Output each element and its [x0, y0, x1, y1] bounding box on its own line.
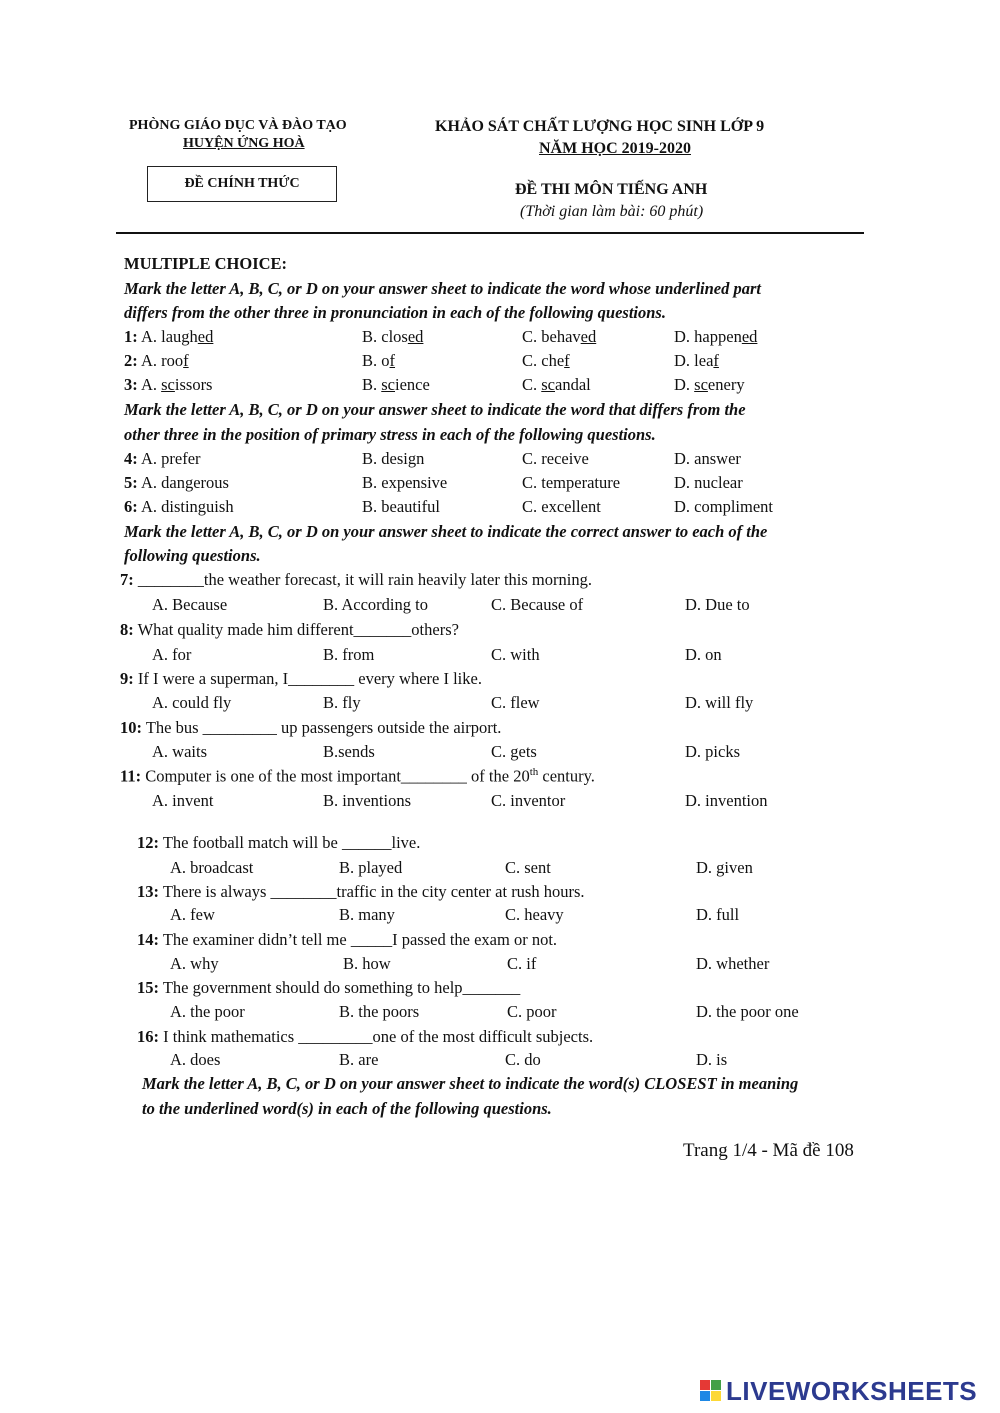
option-d[interactable]: D. full — [696, 905, 740, 924]
instruction-pronunciation: Mark the letter A, B, C, or D on your answer sheet to indicate the word whose underlined part — [124, 279, 762, 298]
district-name: HUYỆN ỨNG HOÀ — [183, 136, 305, 151]
option-b[interactable]: B. design — [362, 449, 425, 468]
option-d[interactable]: D. invention — [685, 791, 768, 810]
option-c[interactable]: C. heavy — [505, 905, 564, 924]
option-c[interactable]: C. scandal — [522, 375, 591, 394]
option-d[interactable]: D. happened — [674, 327, 758, 346]
instruction-correct-answer: Mark the letter A, B, C, or D on your answer sheet to indicate the correct answer to each of the — [124, 522, 768, 541]
option-a[interactable]: A. could fly — [152, 693, 232, 712]
option-c[interactable]: C. chef — [522, 351, 570, 370]
option-d[interactable]: D. is — [696, 1050, 728, 1069]
header-divider — [116, 232, 864, 234]
liveworksheets-brand[interactable]: LIVEWORKSHEETS — [726, 1376, 978, 1406]
option-a[interactable]: A. waits — [152, 742, 207, 761]
department-name: PHÒNG GIÁO DỤC VÀ ĐÀO TẠO — [129, 118, 347, 133]
survey-title: KHẢO SÁT CHẤT LƯỢNG HỌC SINH LỚP 9 — [435, 118, 765, 135]
option-c[interactable]: C. excellent — [522, 497, 601, 516]
exam-duration: (Thời gian làm bài: 60 phút) — [520, 203, 704, 220]
option-c[interactable]: C. inventor — [491, 791, 566, 810]
option-c[interactable]: C. behaved — [522, 327, 597, 346]
option-d[interactable]: D. answer — [674, 449, 741, 468]
option-c[interactable]: C. receive — [522, 449, 589, 468]
option-b[interactable]: B. beautiful — [362, 497, 440, 516]
option-a[interactable]: A. why — [170, 954, 219, 973]
instruction-closest-meaning: Mark the letter A, B, C, or D on your answer sheet to indicate the word(s) CLOSEST in meaning — [142, 1074, 799, 1093]
option-b[interactable]: B.sends — [323, 742, 375, 761]
instruction-pronunciation-cont: differs from the other three in pronunciation in each of the following questions. — [124, 303, 666, 322]
option-c[interactable]: C. temperature — [522, 473, 621, 492]
option-b[interactable]: B. According to — [323, 595, 428, 614]
option-d[interactable]: D. picks — [685, 742, 740, 761]
option-b[interactable]: B. from — [323, 645, 375, 664]
exam-subject: ĐỀ THI MÔN TIẾNG ANH — [515, 181, 708, 198]
option-a[interactable]: A. for — [152, 645, 192, 664]
option-b[interactable]: B. expensive — [362, 473, 448, 492]
section-title: MULTIPLE CHOICE: — [124, 254, 288, 273]
option-c[interactable]: C. do — [505, 1050, 541, 1069]
option-b[interactable]: B. played — [339, 858, 403, 877]
option-a[interactable]: A. few — [170, 905, 215, 924]
option-b[interactable]: B. inventions — [323, 791, 412, 810]
option-c[interactable]: C. Because of — [491, 595, 584, 614]
option-d[interactable]: D. nuclear — [674, 473, 743, 492]
option-a[interactable]: A. invent — [152, 791, 214, 810]
official-exam-label: ĐỀ CHÍNH THỨC — [147, 166, 337, 202]
option-b[interactable]: B. many — [339, 905, 395, 924]
option-a[interactable]: A. the poor — [170, 1002, 245, 1021]
option-d[interactable]: D. leaf — [674, 351, 719, 370]
option-b[interactable]: B. are — [339, 1050, 379, 1069]
option-c[interactable]: C. if — [507, 954, 537, 973]
option-d[interactable]: D. whether — [696, 954, 770, 973]
option-d[interactable]: D. the poor one — [696, 1002, 799, 1021]
option-c[interactable]: C. flew — [491, 693, 540, 712]
instruction-correct-answer-cont: following questions. — [124, 546, 261, 565]
option-d[interactable]: D. Due to — [685, 595, 750, 614]
option-c[interactable]: C. with — [491, 645, 540, 664]
option-d[interactable]: D. compliment — [674, 497, 773, 516]
option-c[interactable]: C. poor — [507, 1002, 557, 1021]
option-c[interactable]: C. gets — [491, 742, 537, 761]
instruction-stress-cont: other three in the position of primary stress in each of the following questions. — [124, 425, 656, 444]
option-d[interactable]: D. scenery — [674, 375, 745, 394]
option-b[interactable]: B. closed — [362, 327, 424, 346]
option-d[interactable]: D. given — [696, 858, 753, 877]
option-d[interactable]: D. will fly — [685, 693, 754, 712]
option-d[interactable]: D. on — [685, 645, 722, 664]
option-a[interactable]: A. broadcast — [170, 858, 254, 877]
option-b[interactable]: B. the poors — [339, 1002, 420, 1021]
option-b[interactable]: B. of — [362, 351, 396, 370]
option-b[interactable]: B. how — [343, 954, 391, 973]
option-b[interactable]: B. science — [362, 375, 430, 394]
instruction-stress: Mark the letter A, B, C, or D on your answer sheet to indicate the word that differs from the — [124, 400, 746, 419]
page-number: Trang 1/4 - Mã đề 108 — [683, 1140, 854, 1161]
option-a[interactable]: A. does — [170, 1050, 221, 1069]
liveworksheets-logo-icon — [700, 1380, 722, 1402]
school-year: NĂM HỌC 2019-2020 — [539, 140, 691, 157]
instruction-closest-meaning-cont: to the underlined word(s) in each of the following questions. — [142, 1099, 552, 1118]
option-a[interactable]: A. Because — [152, 595, 228, 614]
option-c[interactable]: C. sent — [505, 858, 551, 877]
option-b[interactable]: B. fly — [323, 693, 361, 712]
